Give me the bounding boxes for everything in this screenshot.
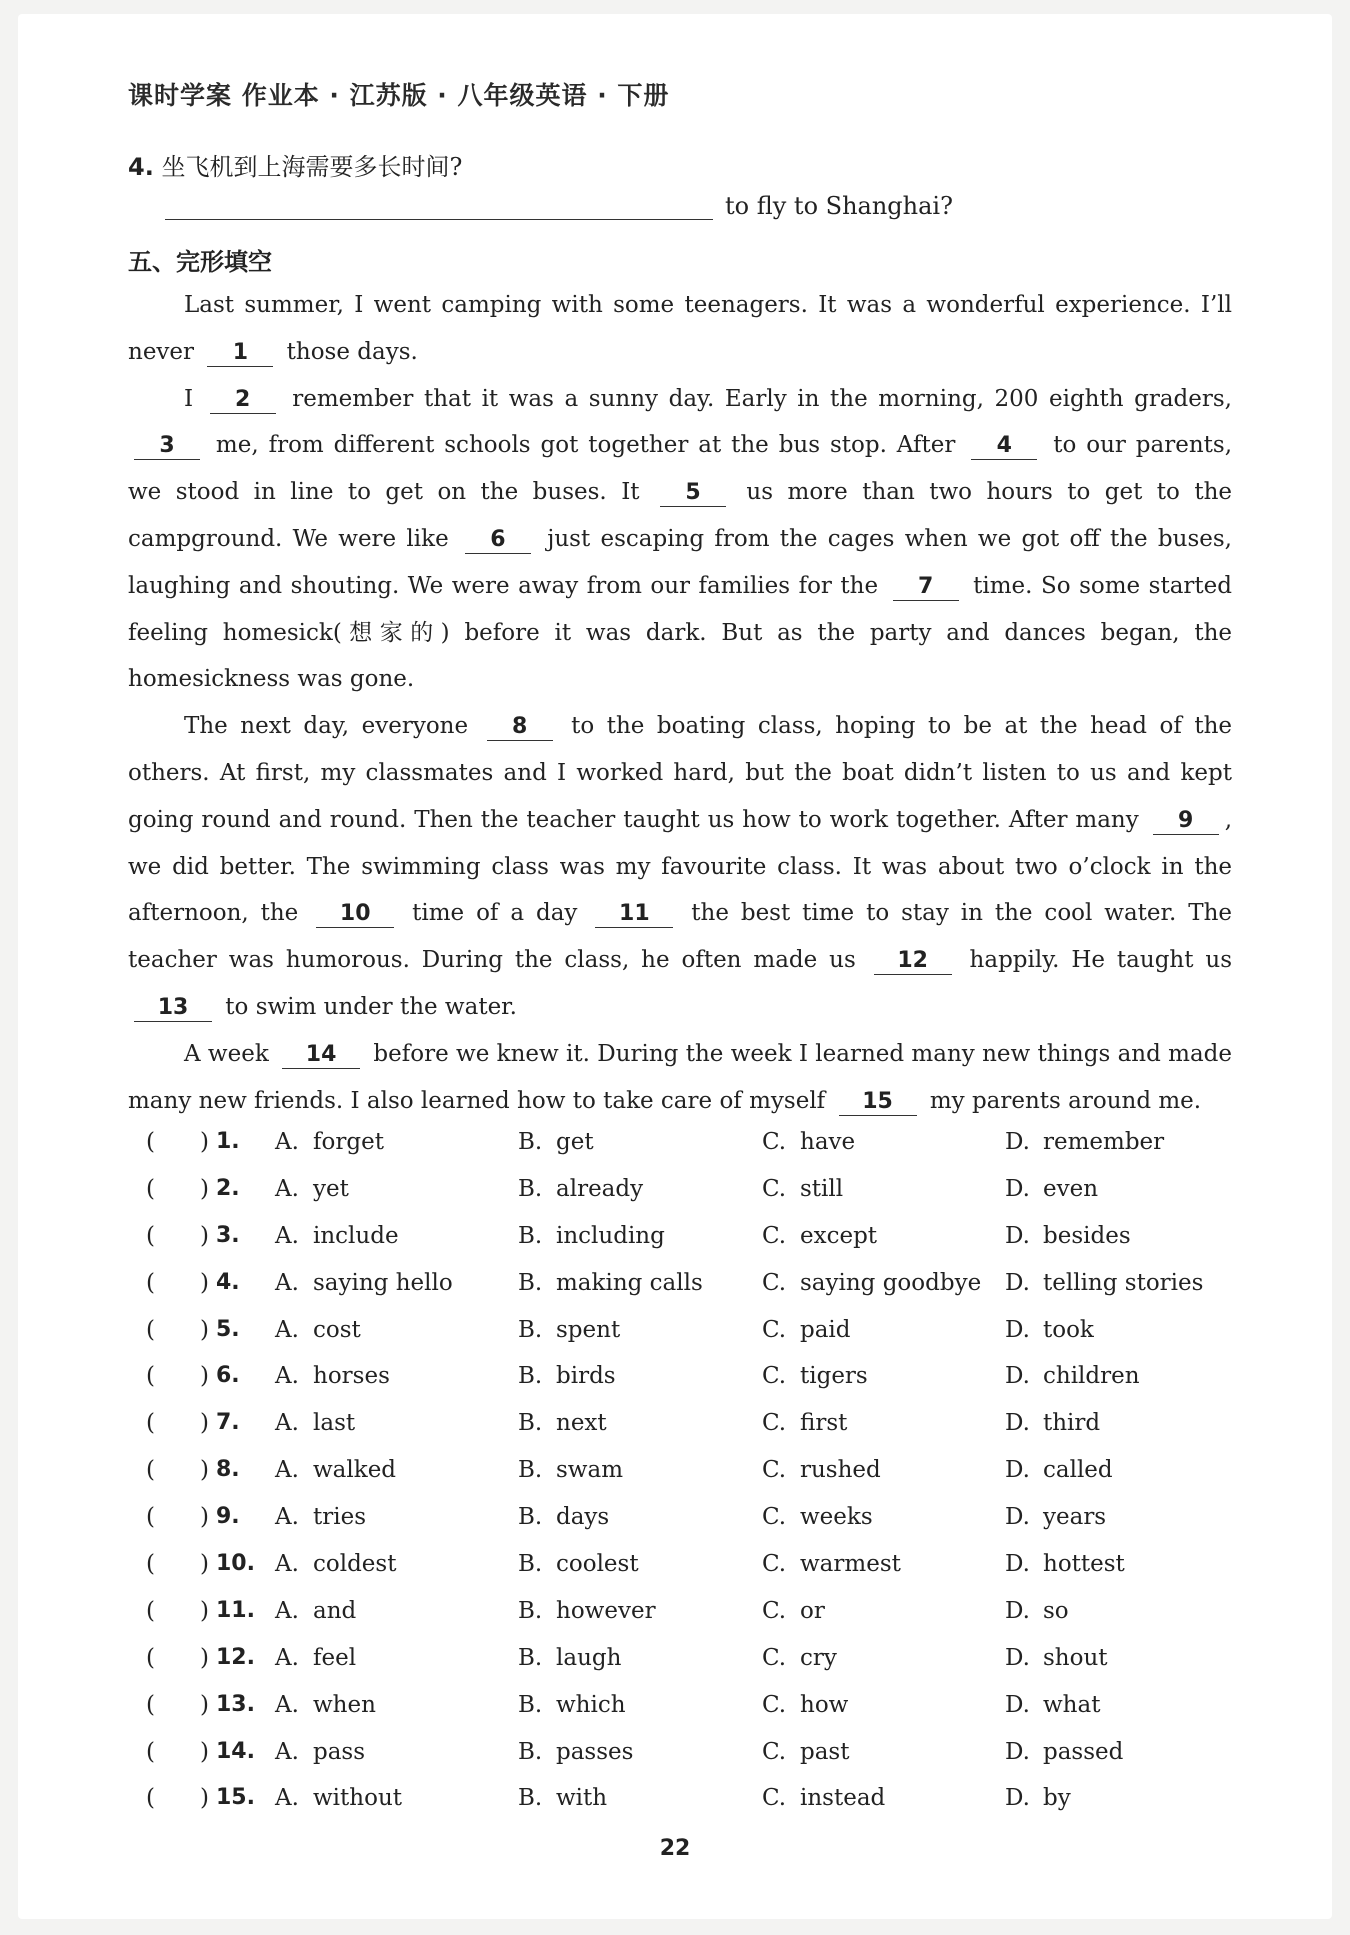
passage-text: my parents around me. xyxy=(922,1087,1202,1114)
question-4-number: 4. xyxy=(128,153,154,181)
option-a[interactable] xyxy=(275,1260,453,1307)
option-d[interactable] xyxy=(1005,1541,1125,1588)
question-4-blank[interactable] xyxy=(165,193,713,220)
option-d[interactable] xyxy=(1005,1400,1100,1447)
option-letter-b: B. xyxy=(518,1504,543,1531)
option-text-d: remember xyxy=(1043,1129,1165,1155)
answer-paren-open[interactable]: ( xyxy=(146,1410,155,1437)
option-letter-a: A. xyxy=(275,1363,299,1390)
passage-text: The next day, everyone xyxy=(184,713,481,740)
option-letter-d: D. xyxy=(1005,1316,1030,1343)
option-b[interactable] xyxy=(518,1166,643,1213)
option-text-c: how xyxy=(800,1691,849,1718)
option-text-d: called xyxy=(1043,1457,1113,1484)
answer-paren-open[interactable]: ( xyxy=(146,1269,155,1296)
option-text-b: spent xyxy=(556,1316,621,1343)
answer-paren-close: ) xyxy=(200,1504,209,1531)
option-text-d: even xyxy=(1043,1175,1099,1202)
option-letter-a: A. xyxy=(275,1738,299,1765)
passage-text: before we knew it. During the week I learned many new things and made many new friends. I also learned how to take care of myself xyxy=(128,1040,1232,1114)
passage-text: me, from different schools got together at the bus stop. After xyxy=(206,432,966,459)
option-row xyxy=(128,1400,1248,1447)
option-d[interactable] xyxy=(1005,1307,1094,1354)
option-text-b: including xyxy=(556,1222,665,1249)
option-question-number: 4. xyxy=(216,1269,240,1295)
option-text-d: took xyxy=(1043,1316,1094,1343)
option-letter-c: C. xyxy=(762,1597,787,1624)
option-letter-c: C. xyxy=(762,1457,787,1484)
option-letter-b: B. xyxy=(518,1691,543,1718)
book-header: 课时学案 作业本 · 江苏版 · 八年级英语 · 下册 xyxy=(128,81,670,110)
option-letter-a: A. xyxy=(275,1410,299,1437)
option-row xyxy=(128,1353,1248,1400)
cloze-blank-9[interactable]: 9 xyxy=(1153,808,1219,835)
option-letter-c: C. xyxy=(762,1644,787,1671)
option-letter-c: C. xyxy=(762,1129,787,1155)
option-letter-b: B. xyxy=(518,1410,543,1437)
option-letter-a: A. xyxy=(275,1175,299,1202)
passage-text: , we did better. The swimming class was my favourite class. It was about two o’clock in the afternoon, the xyxy=(128,806,1232,927)
option-text-b: which xyxy=(556,1691,626,1718)
option-text-d: besides xyxy=(1043,1222,1131,1249)
option-c[interactable] xyxy=(762,1260,981,1307)
passage-text: I xyxy=(184,385,204,412)
option-text-b: making calls xyxy=(556,1269,703,1296)
option-text-c: or xyxy=(800,1597,825,1624)
option-b[interactable] xyxy=(518,1682,626,1729)
option-letter-a: A. xyxy=(275,1785,299,1812)
option-d[interactable] xyxy=(1005,1494,1106,1541)
option-question-number: 7. xyxy=(216,1410,240,1436)
option-b[interactable] xyxy=(518,1353,616,1400)
option-letter-a: A. xyxy=(275,1457,299,1484)
passage-text: to our parents, we stood in line to get on the buses. It xyxy=(128,432,1233,506)
option-letter-b: B. xyxy=(518,1222,543,1249)
option-letter-b: B. xyxy=(518,1644,543,1671)
answer-paren-open[interactable]: ( xyxy=(146,1363,155,1390)
option-letter-d: D. xyxy=(1005,1363,1030,1390)
option-letter-d: D. xyxy=(1005,1551,1030,1578)
option-letter-a: A. xyxy=(275,1222,299,1249)
answer-paren-close: ) xyxy=(200,1363,209,1390)
cloze-blank-3[interactable]: 3 xyxy=(134,433,200,460)
option-question-number: 15. xyxy=(216,1785,255,1811)
answer-paren-open[interactable]: ( xyxy=(146,1222,155,1249)
option-letter-b: B. xyxy=(518,1175,543,1202)
option-question-number: 13. xyxy=(216,1691,255,1717)
option-letter-c: C. xyxy=(762,1785,787,1812)
option-question-number: 1. xyxy=(216,1129,240,1154)
option-c[interactable] xyxy=(762,1353,868,1400)
option-letter-d: D. xyxy=(1005,1175,1030,1202)
option-a[interactable] xyxy=(275,1682,376,1729)
passage-text: time. So some started feeling homesick(想家的) before it was dark. But as the party and dances began, the homesickness was gone. xyxy=(128,572,1232,693)
option-letter-c: C. xyxy=(762,1222,787,1249)
answer-paren-close: ) xyxy=(200,1551,209,1578)
option-letter-b: B. xyxy=(518,1785,543,1812)
answer-paren-close: ) xyxy=(200,1457,209,1484)
option-a[interactable] xyxy=(275,1635,356,1682)
option-question-number: 8. xyxy=(216,1457,240,1483)
answer-paren-close: ) xyxy=(200,1316,209,1343)
option-letter-c: C. xyxy=(762,1738,787,1765)
option-d[interactable] xyxy=(1005,1166,1098,1213)
option-text-a: forget xyxy=(313,1129,384,1155)
passage-text: just escaping from the cages when we got off the buses, laughing and shouting. We were away from our families for the xyxy=(128,525,1232,599)
option-d[interactable] xyxy=(1005,1119,1164,1166)
option-text-c: have xyxy=(800,1129,856,1155)
cloze-blank-8[interactable]: 8 xyxy=(487,714,553,741)
option-row xyxy=(128,1682,1248,1729)
option-row xyxy=(128,1260,1248,1307)
question-4-chinese: 坐飞机到上海需要多长时间? xyxy=(161,153,463,181)
option-letter-b: B. xyxy=(518,1269,543,1296)
page-number: 22 xyxy=(659,1836,691,1861)
option-text-a: last xyxy=(313,1410,356,1437)
option-text-c: still xyxy=(800,1175,844,1202)
option-b[interactable] xyxy=(518,1541,639,1588)
passage-paragraph xyxy=(128,376,1232,704)
worksheet-page xyxy=(18,14,1332,1919)
option-text-c: paid xyxy=(800,1316,851,1343)
option-c[interactable] xyxy=(762,1447,881,1494)
option-b[interactable] xyxy=(518,1307,620,1354)
option-letter-b: B. xyxy=(518,1551,543,1578)
option-text-d: hottest xyxy=(1043,1551,1125,1578)
option-text-b: get xyxy=(556,1129,594,1155)
passage-text: time of a day xyxy=(400,900,590,927)
option-letter-d: D. xyxy=(1005,1738,1030,1765)
option-a[interactable] xyxy=(275,1213,399,1260)
option-letter-d: D. xyxy=(1005,1597,1030,1624)
option-d[interactable] xyxy=(1005,1447,1113,1494)
answer-paren-close: ) xyxy=(200,1129,209,1155)
option-text-d: third xyxy=(1043,1410,1101,1437)
option-text-b: with xyxy=(556,1785,608,1812)
option-text-b: days xyxy=(556,1504,610,1531)
option-b[interactable] xyxy=(518,1447,623,1494)
option-b[interactable] xyxy=(518,1588,656,1635)
option-text-a: tries xyxy=(313,1504,367,1531)
option-text-c: cry xyxy=(800,1644,837,1671)
cloze-blank-14[interactable]: 14 xyxy=(282,1042,360,1069)
option-row xyxy=(128,1775,1248,1822)
option-letter-a: A. xyxy=(275,1691,299,1718)
answer-paren-close: ) xyxy=(200,1222,209,1249)
option-a[interactable] xyxy=(275,1541,396,1588)
option-text-a: pass xyxy=(313,1738,366,1765)
option-row xyxy=(128,1494,1248,1541)
option-d[interactable] xyxy=(1005,1775,1071,1822)
answer-paren-open[interactable]: ( xyxy=(146,1691,155,1718)
option-c[interactable] xyxy=(762,1494,873,1541)
option-text-b: already xyxy=(556,1175,644,1202)
option-a[interactable] xyxy=(275,1166,349,1213)
option-letter-a: A. xyxy=(275,1316,299,1343)
option-letter-d: D. xyxy=(1005,1457,1030,1484)
cloze-blank-7[interactable]: 7 xyxy=(893,574,959,601)
option-a[interactable] xyxy=(275,1447,396,1494)
option-letter-b: B. xyxy=(518,1597,543,1624)
option-letter-c: C. xyxy=(762,1269,787,1296)
cloze-blank-1[interactable]: 1 xyxy=(207,340,273,367)
answer-paren-open[interactable]: ( xyxy=(146,1597,155,1624)
option-a[interactable] xyxy=(275,1353,390,1400)
option-text-c: rushed xyxy=(800,1457,881,1484)
option-text-d: by xyxy=(1043,1785,1071,1812)
option-text-b: laugh xyxy=(556,1644,622,1671)
option-letter-a: A. xyxy=(275,1504,299,1531)
option-b[interactable] xyxy=(518,1119,594,1166)
option-text-c: except xyxy=(800,1222,878,1249)
option-d[interactable] xyxy=(1005,1588,1069,1635)
passage-text: us more than two hours to get to the campground. We were like xyxy=(128,479,1232,552)
option-letter-c: C. xyxy=(762,1316,787,1343)
option-letter-b: B. xyxy=(518,1129,543,1155)
answer-paren-open[interactable]: ( xyxy=(146,1316,155,1343)
cloze-blank-13[interactable]: 13 xyxy=(134,995,212,1022)
cloze-passage xyxy=(128,282,1232,1124)
question-4-answer-line xyxy=(165,192,953,220)
option-a[interactable] xyxy=(275,1775,402,1822)
option-row xyxy=(128,1213,1248,1260)
option-text-d: passed xyxy=(1043,1738,1124,1765)
option-row xyxy=(128,1635,1248,1682)
option-text-c: first xyxy=(800,1410,848,1437)
option-d[interactable] xyxy=(1005,1213,1131,1260)
option-row xyxy=(128,1119,1248,1166)
option-c[interactable] xyxy=(762,1588,825,1635)
passage-paragraph xyxy=(128,1031,1232,1125)
option-letter-b: B. xyxy=(518,1363,543,1390)
answer-paren-close: ) xyxy=(200,1410,209,1437)
option-text-a: and xyxy=(313,1597,357,1624)
cloze-blank-4[interactable]: 4 xyxy=(971,433,1037,460)
option-text-a: feel xyxy=(313,1644,357,1671)
answer-paren-open[interactable]: ( xyxy=(146,1504,155,1531)
option-a[interactable] xyxy=(275,1307,361,1354)
option-question-number: 5. xyxy=(216,1316,240,1342)
option-b[interactable] xyxy=(518,1260,703,1307)
option-d[interactable] xyxy=(1005,1260,1203,1307)
option-letter-b: B. xyxy=(518,1738,543,1765)
option-question-number: 2. xyxy=(216,1175,240,1201)
option-letter-a: A. xyxy=(275,1129,299,1155)
option-text-a: horses xyxy=(313,1363,390,1390)
option-b[interactable] xyxy=(518,1400,607,1447)
passage-text: Last summer, I went camping with some teenagers. It was a wonderful experience. I’ll never xyxy=(128,292,1232,365)
option-text-d: what xyxy=(1043,1691,1101,1718)
option-text-c: instead xyxy=(800,1785,886,1812)
option-question-number: 12. xyxy=(216,1644,255,1670)
option-letter-c: C. xyxy=(762,1175,787,1202)
cloze-blank-10[interactable]: 10 xyxy=(316,901,394,928)
option-d[interactable] xyxy=(1005,1635,1108,1682)
passage-text: happily. He taught us xyxy=(957,947,1232,974)
option-c[interactable] xyxy=(762,1166,843,1213)
option-text-d: telling stories xyxy=(1043,1269,1204,1296)
answer-paren-close: ) xyxy=(200,1691,209,1718)
option-row xyxy=(128,1447,1248,1494)
option-b[interactable] xyxy=(518,1729,633,1776)
cloze-blank-5[interactable]: 5 xyxy=(660,480,726,507)
option-text-d: shout xyxy=(1043,1644,1108,1671)
option-c[interactable] xyxy=(762,1119,855,1166)
option-letter-d: D. xyxy=(1005,1410,1030,1437)
option-text-c: saying goodbye xyxy=(800,1269,982,1296)
option-text-b: birds xyxy=(556,1363,616,1390)
option-text-a: when xyxy=(313,1691,376,1718)
option-letter-c: C. xyxy=(762,1551,787,1578)
option-text-a: cost xyxy=(313,1316,361,1343)
option-a[interactable] xyxy=(275,1588,356,1635)
option-letter-a: A. xyxy=(275,1644,299,1671)
option-a[interactable] xyxy=(275,1400,355,1447)
option-text-b: passes xyxy=(556,1738,634,1765)
option-letter-a: A. xyxy=(275,1551,299,1578)
option-a[interactable] xyxy=(275,1494,366,1541)
option-text-c: weeks xyxy=(800,1504,873,1531)
option-text-b: however xyxy=(556,1597,656,1624)
option-text-c: warmest xyxy=(800,1551,901,1578)
option-row xyxy=(128,1307,1248,1354)
option-question-number: 9. xyxy=(216,1504,240,1530)
option-text-b: swam xyxy=(556,1457,624,1484)
passage-text: those days. xyxy=(279,338,418,365)
answer-paren-open[interactable]: ( xyxy=(146,1129,155,1155)
passage-text: to swim under the water. xyxy=(218,993,517,1020)
option-c[interactable] xyxy=(762,1213,877,1260)
option-letter-b: B. xyxy=(518,1457,543,1484)
option-text-a: coldest xyxy=(313,1551,397,1578)
option-letter-c: C. xyxy=(762,1410,787,1437)
option-letter-d: D. xyxy=(1005,1785,1030,1812)
answer-paren-open[interactable]: ( xyxy=(146,1175,155,1202)
option-letter-a: A. xyxy=(275,1597,299,1624)
answer-paren-close: ) xyxy=(200,1738,209,1765)
option-b[interactable] xyxy=(518,1775,607,1822)
option-letter-d: D. xyxy=(1005,1644,1030,1671)
answer-paren-open[interactable]: ( xyxy=(146,1457,155,1484)
option-c[interactable] xyxy=(762,1682,848,1729)
passage-text: A week xyxy=(184,1040,277,1067)
cloze-blank-6[interactable]: 6 xyxy=(465,527,531,554)
answer-paren-open[interactable]: ( xyxy=(146,1785,155,1812)
option-letter-a: A. xyxy=(275,1269,299,1296)
option-letter-c: C. xyxy=(762,1504,787,1531)
option-text-a: saying hello xyxy=(313,1269,453,1296)
cloze-blank-12[interactable]: 12 xyxy=(874,948,952,975)
option-b[interactable] xyxy=(518,1494,609,1541)
cloze-blank-2[interactable]: 2 xyxy=(210,387,276,414)
option-question-number: 14. xyxy=(216,1738,255,1764)
answer-paren-open[interactable]: ( xyxy=(146,1644,155,1671)
answer-options xyxy=(128,1119,1248,1822)
option-c[interactable] xyxy=(762,1635,837,1682)
option-text-a: walked xyxy=(313,1457,397,1484)
option-d[interactable] xyxy=(1005,1353,1140,1400)
option-letter-d: D. xyxy=(1005,1269,1030,1296)
passage-text: remember that it was a sunny day. Early in the morning, 200 eighth graders, xyxy=(281,385,1232,412)
option-text-c: tigers xyxy=(800,1363,868,1390)
answer-paren-open[interactable]: ( xyxy=(146,1551,155,1578)
option-a[interactable] xyxy=(275,1119,384,1166)
option-letter-b: B. xyxy=(518,1316,543,1343)
option-row xyxy=(128,1588,1248,1635)
answer-paren-close: ) xyxy=(200,1175,209,1202)
option-d[interactable] xyxy=(1005,1682,1100,1729)
option-letter-d: D. xyxy=(1005,1129,1030,1155)
option-text-a: without xyxy=(313,1785,403,1812)
option-d[interactable] xyxy=(1005,1729,1123,1776)
option-text-d: so xyxy=(1043,1597,1069,1624)
answer-paren-open[interactable]: ( xyxy=(146,1738,155,1765)
question-4-prompt xyxy=(128,147,462,182)
cloze-blank-15[interactable]: 15 xyxy=(839,1089,917,1116)
option-question-number: 10. xyxy=(216,1551,255,1577)
option-c[interactable] xyxy=(762,1729,849,1776)
option-text-a: yet xyxy=(313,1175,349,1202)
option-letter-d: D. xyxy=(1005,1691,1030,1718)
cloze-blank-11[interactable]: 11 xyxy=(595,901,673,928)
answer-paren-close: ) xyxy=(200,1269,209,1296)
option-letter-c: C. xyxy=(762,1363,787,1390)
option-row xyxy=(128,1729,1248,1776)
answer-paren-close: ) xyxy=(200,1644,209,1671)
answer-paren-close: ) xyxy=(200,1785,209,1812)
section-title: 五、完形填空 xyxy=(128,248,272,276)
option-question-number: 6. xyxy=(216,1363,240,1389)
passage-paragraph xyxy=(128,282,1232,376)
option-text-a: include xyxy=(313,1222,399,1249)
option-text-d: children xyxy=(1043,1363,1140,1390)
option-text-b: next xyxy=(556,1410,607,1437)
option-c[interactable] xyxy=(762,1400,847,1447)
option-c[interactable] xyxy=(762,1307,851,1354)
option-text-d: years xyxy=(1043,1504,1107,1531)
option-letter-d: D. xyxy=(1005,1504,1030,1531)
option-row xyxy=(128,1166,1248,1213)
passage-text: to the boating class, hoping to be at the head of the others. At first, my classmates and I worked hard, but the boat didn’t listen to us and kept going round and round. Then the teacher taught us how to work together. After many xyxy=(128,713,1233,833)
option-question-number: 11. xyxy=(216,1597,255,1623)
option-text-c: past xyxy=(800,1738,850,1765)
option-b[interactable] xyxy=(518,1635,621,1682)
option-a[interactable] xyxy=(275,1729,365,1776)
option-c[interactable] xyxy=(762,1775,885,1822)
option-letter-c: C. xyxy=(762,1691,787,1718)
passage-paragraph xyxy=(128,703,1232,1031)
option-b[interactable] xyxy=(518,1213,665,1260)
answer-paren-close: ) xyxy=(200,1597,209,1624)
option-question-number: 3. xyxy=(216,1222,240,1248)
passage-text: the best time to stay in the cool water. The teacher was humorous. During the class, he often made us xyxy=(128,900,1233,974)
option-c[interactable] xyxy=(762,1541,901,1588)
option-letter-d: D. xyxy=(1005,1222,1030,1249)
option-row xyxy=(128,1541,1248,1588)
question-4-suffix: to fly to Shanghai? xyxy=(725,192,953,220)
option-text-b: coolest xyxy=(556,1551,639,1578)
